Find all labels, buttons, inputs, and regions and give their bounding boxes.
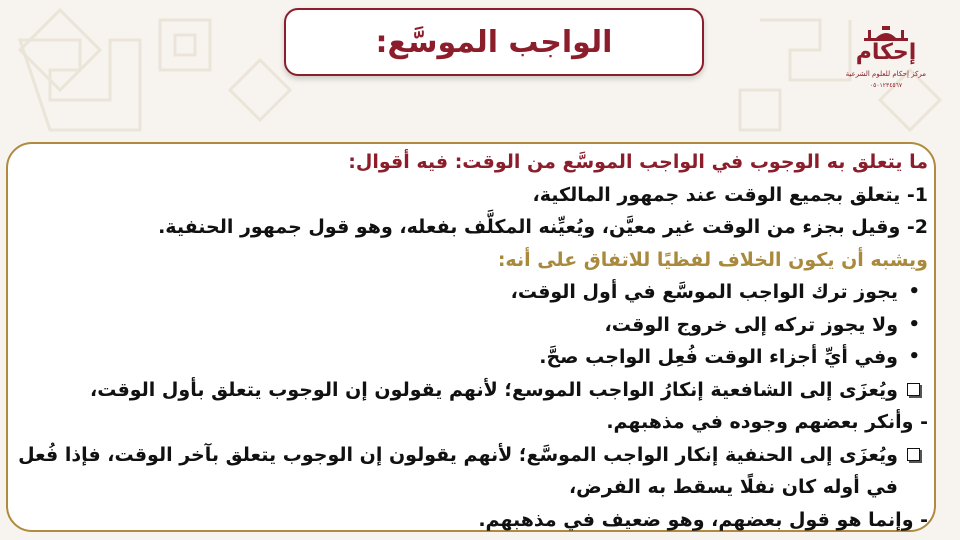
logo-subtitle: مركز إحكام للعلوم الشرعية (845, 70, 926, 78)
square-bullet-item (20, 374, 928, 407)
note-line: ويشبه أن يكون الخلاف لفظيًا للاتفاق على أنه: (497, 248, 928, 271)
logo-phone: ٠٥٠١٢٣٤٥٦٧ (869, 82, 903, 89)
bullet-dot-icon: • (908, 281, 920, 302)
square-bullet-text: ويُعزَى إلى الحنفية إنكار الواجب الموسَّع؛ لأنهم يقولون إن الوجوب يتعلق بآخر الوقت، فإذا فُعل (18, 443, 898, 466)
continuation-line: في أوله كان نفلًا يسقط به الفرض، (568, 476, 898, 498)
bullet-item (20, 309, 928, 342)
bullet-text: وفي أيِّ أجزاء الوقت فُعِل الواجب صحَّ. (539, 346, 898, 368)
square-bullet-text: ويُعزَى إلى الشافعية إنكارُ الواجب الموسع؛ لأنهم يقولون إن الوجوب يتعلق بأول الوقت، (89, 378, 898, 401)
bullet-item (20, 341, 928, 374)
bullet-text: ولا يجوز تركه إلى خروج الوقت، (604, 313, 898, 336)
content (20, 146, 928, 536)
dash-item: - وإنما هو قول بعضهم، وهو ضعيف في مذهبهم. (478, 508, 928, 531)
title-box (284, 8, 704, 76)
bullet-dot-icon: • (908, 346, 920, 367)
logo-name: إحكام (855, 40, 917, 65)
bullet-item (20, 276, 928, 309)
dash-item: - وأنكر بعضهم وجوده في مذهبهم. (606, 411, 928, 433)
list-item: 1- يتعلق بجميع الوقت عند جمهور المالكية، (532, 183, 928, 206)
square-bullet-icon (907, 383, 920, 396)
bullet-text: يجوز ترك الواجب الموسَّع في أول الوقت، (510, 281, 898, 303)
logo (846, 26, 926, 96)
square-bullet-icon (907, 448, 920, 461)
list-item: 2- وقيل بجزء من الوقت غير معيَّن، ويُعيِّنه المكلَّف بفعله، وهو قول جمهور الحنفية. (158, 216, 928, 238)
bullet-dot-icon: • (908, 313, 920, 335)
page-title: الواجب الموسَّع: (375, 24, 613, 60)
content-heading: ما يتعلق به الوجوب في الواجب الموسَّع من الوقت: فيه أقوال: (348, 151, 928, 173)
square-bullet-item (20, 439, 928, 472)
